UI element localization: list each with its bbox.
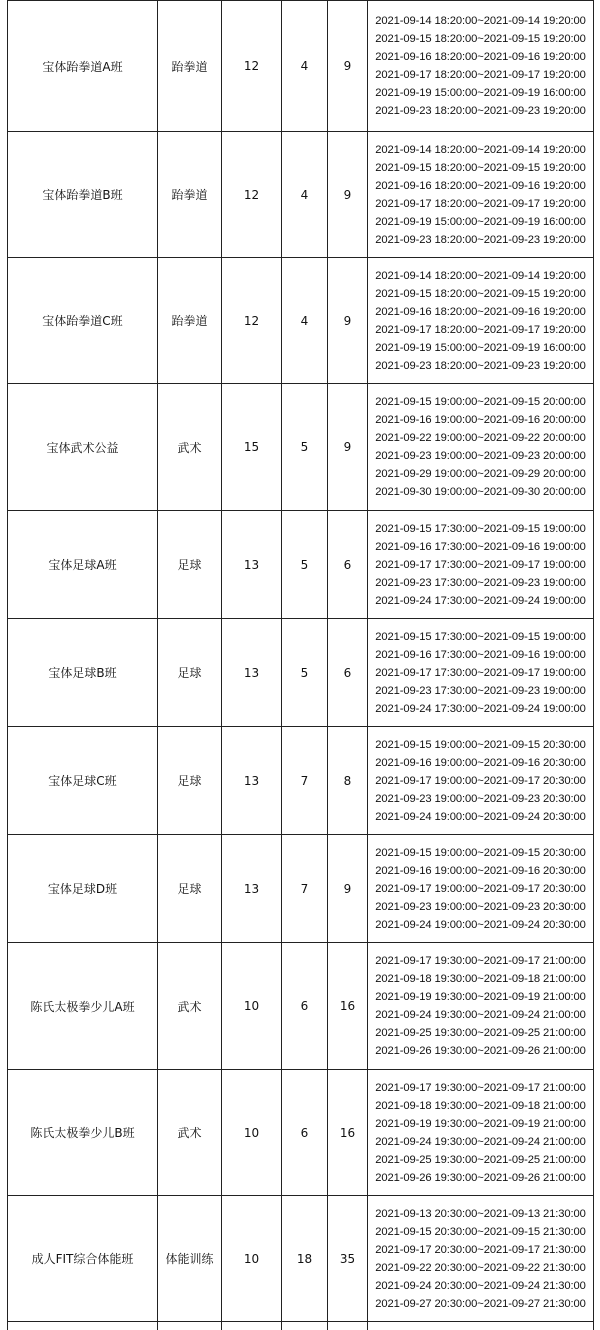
session-time: 2021-09-19 19:30:00~2021-09-19 21:00:00 bbox=[368, 988, 593, 1006]
session-time: 2021-09-18 19:30:00~2021-09-18 21:00:00 bbox=[368, 970, 593, 988]
sport-type-cell: 足球 bbox=[158, 727, 222, 835]
class-name-cell: 宝体足球B班 bbox=[8, 619, 158, 727]
session-time: 2021-09-24 17:30:00~2021-09-24 19:00:00 bbox=[368, 592, 593, 610]
count-a-cell: 12 bbox=[222, 132, 282, 258]
session-time: 2021-09-23 19:00:00~2021-09-23 20:30:00 bbox=[368, 790, 593, 808]
session-time: 2021-09-16 17:30:00~2021-09-16 19:00:00 bbox=[368, 646, 593, 664]
table-row bbox=[8, 619, 594, 727]
sport-type-cell: 武术 bbox=[158, 943, 222, 1070]
count-b-cell: 6 bbox=[282, 943, 328, 1070]
session-times-cell bbox=[368, 384, 594, 511]
session-time: 2021-09-22 20:30:00~2021-09-22 21:30:00 bbox=[368, 1259, 593, 1277]
count-c-cell: 16 bbox=[328, 943, 368, 1070]
session-time: 2021-09-24 19:30:00~2021-09-24 21:00:00 bbox=[368, 1006, 593, 1024]
empty-cell bbox=[282, 1322, 328, 1330]
session-time: 2021-09-18 19:30:00~2021-09-18 21:00:00 bbox=[368, 1097, 593, 1115]
session-time: 2021-09-23 18:20:00~2021-09-23 19:20:00 bbox=[368, 357, 593, 375]
table-row bbox=[8, 943, 594, 1070]
count-b-cell: 7 bbox=[282, 835, 328, 943]
empty-cell bbox=[368, 1322, 594, 1330]
count-a-cell: 13 bbox=[222, 727, 282, 835]
count-c-cell: 9 bbox=[328, 1, 368, 132]
table-row bbox=[8, 132, 594, 258]
table-row bbox=[8, 727, 594, 835]
session-time: 2021-09-23 19:00:00~2021-09-23 20:00:00 bbox=[368, 447, 593, 465]
session-time: 2021-09-13 20:30:00~2021-09-13 21:30:00 bbox=[368, 1205, 593, 1223]
session-time: 2021-09-15 19:00:00~2021-09-15 20:00:00 bbox=[368, 393, 593, 411]
class-name-cell: 宝体足球A班 bbox=[8, 511, 158, 619]
schedule-body bbox=[8, 1, 594, 1330]
count-a-cell: 13 bbox=[222, 511, 282, 619]
session-time: 2021-09-15 19:00:00~2021-09-15 20:30:00 bbox=[368, 736, 593, 754]
sport-type-cell: 跆拳道 bbox=[158, 1, 222, 132]
session-time: 2021-09-17 18:20:00~2021-09-17 19:20:00 bbox=[368, 66, 593, 84]
session-time: 2021-09-16 19:00:00~2021-09-16 20:00:00 bbox=[368, 411, 593, 429]
empty-cell bbox=[328, 1322, 368, 1330]
table-row bbox=[8, 1070, 594, 1196]
table-row bbox=[8, 1, 594, 132]
session-times-cell bbox=[368, 835, 594, 943]
session-time: 2021-09-29 19:00:00~2021-09-29 20:00:00 bbox=[368, 465, 593, 483]
table-row bbox=[8, 258, 594, 384]
sport-type-cell: 跆拳道 bbox=[158, 258, 222, 384]
session-time: 2021-09-14 18:20:00~2021-09-14 19:20:00 bbox=[368, 141, 593, 159]
count-b-cell: 5 bbox=[282, 384, 328, 511]
count-b-cell: 6 bbox=[282, 1070, 328, 1196]
session-times-cell bbox=[368, 258, 594, 384]
session-time: 2021-09-25 19:30:00~2021-09-25 21:00:00 bbox=[368, 1024, 593, 1042]
session-times-cell bbox=[368, 943, 594, 1070]
count-b-cell: 5 bbox=[282, 511, 328, 619]
session-time: 2021-09-23 19:00:00~2021-09-23 20:30:00 bbox=[368, 898, 593, 916]
session-time: 2021-09-17 20:30:00~2021-09-17 21:30:00 bbox=[368, 1241, 593, 1259]
session-time: 2021-09-23 18:20:00~2021-09-23 19:20:00 bbox=[368, 231, 593, 249]
sport-type-cell: 足球 bbox=[158, 619, 222, 727]
session-time: 2021-09-22 19:00:00~2021-09-22 20:00:00 bbox=[368, 429, 593, 447]
session-times-cell bbox=[368, 1, 594, 132]
session-time: 2021-09-17 19:30:00~2021-09-17 21:00:00 bbox=[368, 952, 593, 970]
session-time: 2021-09-15 18:20:00~2021-09-15 19:20:00 bbox=[368, 159, 593, 177]
count-b-cell: 4 bbox=[282, 132, 328, 258]
session-time: 2021-09-26 19:30:00~2021-09-26 21:00:00 bbox=[368, 1169, 593, 1187]
empty-cell bbox=[158, 1322, 222, 1330]
sport-type-cell: 足球 bbox=[158, 511, 222, 619]
count-a-cell: 13 bbox=[222, 619, 282, 727]
session-times-cell bbox=[368, 1196, 594, 1322]
count-c-cell: 9 bbox=[328, 384, 368, 511]
sport-type-cell: 足球 bbox=[158, 835, 222, 943]
count-c-cell: 9 bbox=[328, 258, 368, 384]
session-time: 2021-09-25 19:30:00~2021-09-25 21:00:00 bbox=[368, 1151, 593, 1169]
class-name-cell: 宝体跆拳道C班 bbox=[8, 258, 158, 384]
session-time: 2021-09-19 15:00:00~2021-09-19 16:00:00 bbox=[368, 213, 593, 231]
session-time: 2021-09-23 17:30:00~2021-09-23 19:00:00 bbox=[368, 682, 593, 700]
count-a-cell: 10 bbox=[222, 1196, 282, 1322]
class-name-cell: 宝体跆拳道A班 bbox=[8, 1, 158, 132]
session-time: 2021-09-15 19:00:00~2021-09-15 20:30:00 bbox=[368, 844, 593, 862]
class-name-cell: 陈氏太极拳少儿A班 bbox=[8, 943, 158, 1070]
session-time: 2021-09-16 18:20:00~2021-09-16 19:20:00 bbox=[368, 177, 593, 195]
sport-type-cell: 武术 bbox=[158, 384, 222, 511]
session-time: 2021-09-24 19:00:00~2021-09-24 20:30:00 bbox=[368, 808, 593, 826]
class-name-cell: 成人FIT综合体能班 bbox=[8, 1196, 158, 1322]
session-times-cell bbox=[368, 511, 594, 619]
session-time: 2021-09-14 18:20:00~2021-09-14 19:20:00 bbox=[368, 12, 593, 30]
class-schedule-table bbox=[7, 0, 594, 1330]
sport-type-cell: 跆拳道 bbox=[158, 132, 222, 258]
class-name-cell: 陈氏太极拳少儿B班 bbox=[8, 1070, 158, 1196]
session-time: 2021-09-19 15:00:00~2021-09-19 16:00:00 bbox=[368, 84, 593, 102]
session-time: 2021-09-26 19:30:00~2021-09-26 21:00:00 bbox=[368, 1042, 593, 1060]
count-b-cell: 4 bbox=[282, 258, 328, 384]
session-time: 2021-09-16 18:20:00~2021-09-16 19:20:00 bbox=[368, 303, 593, 321]
session-time: 2021-09-16 19:00:00~2021-09-16 20:30:00 bbox=[368, 862, 593, 880]
class-name-cell: 宝体武术公益 bbox=[8, 384, 158, 511]
session-time: 2021-09-17 17:30:00~2021-09-17 19:00:00 bbox=[368, 664, 593, 682]
session-time: 2021-09-24 19:00:00~2021-09-24 20:30:00 bbox=[368, 916, 593, 934]
session-time: 2021-09-17 18:20:00~2021-09-17 19:20:00 bbox=[368, 195, 593, 213]
session-time: 2021-09-19 19:30:00~2021-09-19 21:00:00 bbox=[368, 1115, 593, 1133]
count-a-cell: 12 bbox=[222, 1, 282, 132]
count-a-cell: 10 bbox=[222, 1070, 282, 1196]
count-c-cell: 16 bbox=[328, 1070, 368, 1196]
session-time: 2021-09-15 17:30:00~2021-09-15 19:00:00 bbox=[368, 628, 593, 646]
session-times-cell bbox=[368, 619, 594, 727]
count-b-cell: 7 bbox=[282, 727, 328, 835]
count-c-cell: 35 bbox=[328, 1196, 368, 1322]
table-row bbox=[8, 384, 594, 511]
count-a-cell: 12 bbox=[222, 258, 282, 384]
count-b-cell: 4 bbox=[282, 1, 328, 132]
table-row bbox=[8, 835, 594, 943]
session-time: 2021-09-19 15:00:00~2021-09-19 16:00:00 bbox=[368, 339, 593, 357]
count-c-cell: 6 bbox=[328, 511, 368, 619]
session-time: 2021-09-24 19:30:00~2021-09-24 21:00:00 bbox=[368, 1133, 593, 1151]
session-time: 2021-09-15 18:20:00~2021-09-15 19:20:00 bbox=[368, 285, 593, 303]
count-c-cell: 6 bbox=[328, 619, 368, 727]
session-time: 2021-09-24 17:30:00~2021-09-24 19:00:00 bbox=[368, 700, 593, 718]
session-time: 2021-09-23 18:20:00~2021-09-23 19:20:00 bbox=[368, 102, 593, 120]
session-time: 2021-09-14 18:20:00~2021-09-14 19:20:00 bbox=[368, 267, 593, 285]
table-row bbox=[8, 511, 594, 619]
sport-type-cell: 武术 bbox=[158, 1070, 222, 1196]
session-time: 2021-09-17 17:30:00~2021-09-17 19:00:00 bbox=[368, 556, 593, 574]
session-time: 2021-09-17 18:20:00~2021-09-17 19:20:00 bbox=[368, 321, 593, 339]
session-time: 2021-09-16 17:30:00~2021-09-16 19:00:00 bbox=[368, 538, 593, 556]
count-b-cell: 5 bbox=[282, 619, 328, 727]
count-a-cell: 15 bbox=[222, 384, 282, 511]
session-time: 2021-09-23 17:30:00~2021-09-23 19:00:00 bbox=[368, 574, 593, 592]
session-times-cell bbox=[368, 727, 594, 835]
session-times-cell bbox=[368, 1070, 594, 1196]
session-time: 2021-09-15 20:30:00~2021-09-15 21:30:00 bbox=[368, 1223, 593, 1241]
count-c-cell: 8 bbox=[328, 727, 368, 835]
count-a-cell: 10 bbox=[222, 943, 282, 1070]
count-a-cell: 13 bbox=[222, 835, 282, 943]
session-time: 2021-09-16 19:00:00~2021-09-16 20:30:00 bbox=[368, 754, 593, 772]
session-time: 2021-09-15 17:30:00~2021-09-15 19:00:00 bbox=[368, 520, 593, 538]
table-row bbox=[8, 1322, 594, 1330]
session-times-cell bbox=[368, 132, 594, 258]
empty-cell bbox=[222, 1322, 282, 1330]
count-c-cell: 9 bbox=[328, 835, 368, 943]
session-time: 2021-09-17 19:30:00~2021-09-17 21:00:00 bbox=[368, 1079, 593, 1097]
count-c-cell: 9 bbox=[328, 132, 368, 258]
session-time: 2021-09-16 18:20:00~2021-09-16 19:20:00 bbox=[368, 48, 593, 66]
session-time: 2021-09-15 18:20:00~2021-09-15 19:20:00 bbox=[368, 30, 593, 48]
empty-cell bbox=[8, 1322, 158, 1330]
session-time: 2021-09-30 19:00:00~2021-09-30 20:00:00 bbox=[368, 483, 593, 501]
class-name-cell: 宝体足球D班 bbox=[8, 835, 158, 943]
class-name-cell: 宝体跆拳道B班 bbox=[8, 132, 158, 258]
count-b-cell: 18 bbox=[282, 1196, 328, 1322]
session-time: 2021-09-24 20:30:00~2021-09-24 21:30:00 bbox=[368, 1277, 593, 1295]
session-time: 2021-09-27 20:30:00~2021-09-27 21:30:00 bbox=[368, 1295, 593, 1313]
session-time: 2021-09-17 19:00:00~2021-09-17 20:30:00 bbox=[368, 880, 593, 898]
table-row bbox=[8, 1196, 594, 1322]
session-time: 2021-09-17 19:00:00~2021-09-17 20:30:00 bbox=[368, 772, 593, 790]
sport-type-cell: 体能训练 bbox=[158, 1196, 222, 1322]
class-name-cell: 宝体足球C班 bbox=[8, 727, 158, 835]
